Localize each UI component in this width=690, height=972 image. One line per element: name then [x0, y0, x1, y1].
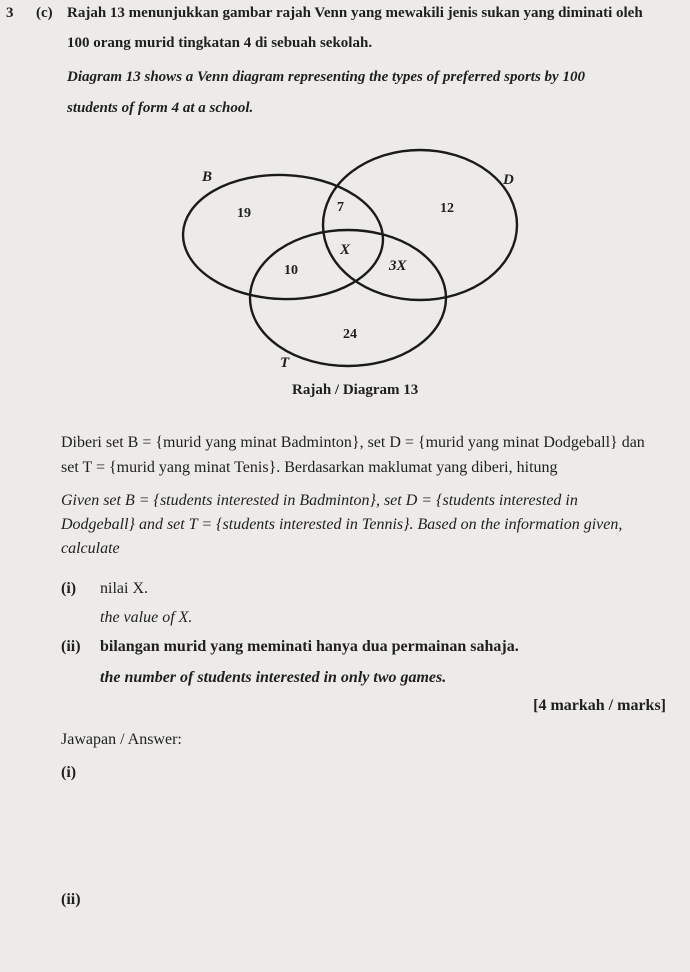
subquestion-ii-malay: bilangan murid yang meminati hanya dua permainan sahaja. — [100, 638, 519, 655]
english-intro-line-1: Diagram 13 shows a Venn diagram representing the types of preferred sports by 100 — [67, 69, 585, 85]
region-all-three: X — [340, 242, 351, 258]
answer-heading: Jawapan / Answer: — [61, 731, 182, 748]
set-b-ellipse — [181, 172, 385, 303]
set-d-ellipse — [323, 150, 517, 300]
diagram-caption: Rajah / Diagram 13 — [292, 382, 419, 398]
question-number: 3 — [6, 5, 14, 21]
set-t-label: T — [280, 355, 290, 371]
answer-part-i-label: (i) — [61, 764, 77, 781]
region-t-only: 24 — [343, 327, 357, 342]
region-b-and-t-only: 10 — [284, 263, 298, 278]
given-english-line-3: calculate — [61, 540, 120, 557]
malay-intro-line-2: 100 orang murid tingkatan 4 di sebuah sekolah. — [67, 35, 373, 51]
subquestion-ii-label: (ii) — [61, 638, 81, 655]
subquestion-ii-english: the number of students interested in only two games. — [100, 669, 447, 686]
subquestion-i-label: (i) — [61, 580, 77, 597]
region-b-and-d-only: 7 — [337, 200, 344, 215]
subquestion-i-malay: nilai X. — [100, 580, 148, 597]
question-part: (c) — [36, 5, 53, 21]
given-english-line-1: Given set B = {students interested in Badminton}, set D = {students interested in — [61, 492, 578, 509]
given-english-line-2: Dodgeball} and set T = {students interested in Tennis}. Based on the information given, — [61, 516, 623, 533]
english-intro-line-2: students of form 4 at a school. — [67, 100, 254, 116]
subquestion-i-english: the value of X. — [100, 609, 193, 626]
set-d-label: D — [503, 172, 514, 188]
set-b-label: B — [202, 169, 213, 185]
malay-intro-line-1: Rajah 13 menunjukkan gambar rajah Venn yang mewakili jenis sukan yang diminati oleh — [67, 5, 643, 21]
venn-diagram — [0, 0, 690, 400]
given-malay-line-2: set T = {murid yang minat Tenis}. Berdasarkan maklumat yang diberi, hitung — [61, 459, 558, 476]
answer-part-ii-label: (ii) — [61, 891, 81, 908]
given-malay-line-1: Diberi set B = {murid yang minat Badminton}, set D = {murid yang minat Dodgeball} dan — [61, 434, 645, 451]
region-b-only: 19 — [237, 206, 251, 221]
region-d-only: 12 — [440, 201, 454, 216]
region-d-and-t-only: 3X — [389, 258, 407, 274]
marks-label: [4 markah / marks] — [533, 697, 666, 714]
